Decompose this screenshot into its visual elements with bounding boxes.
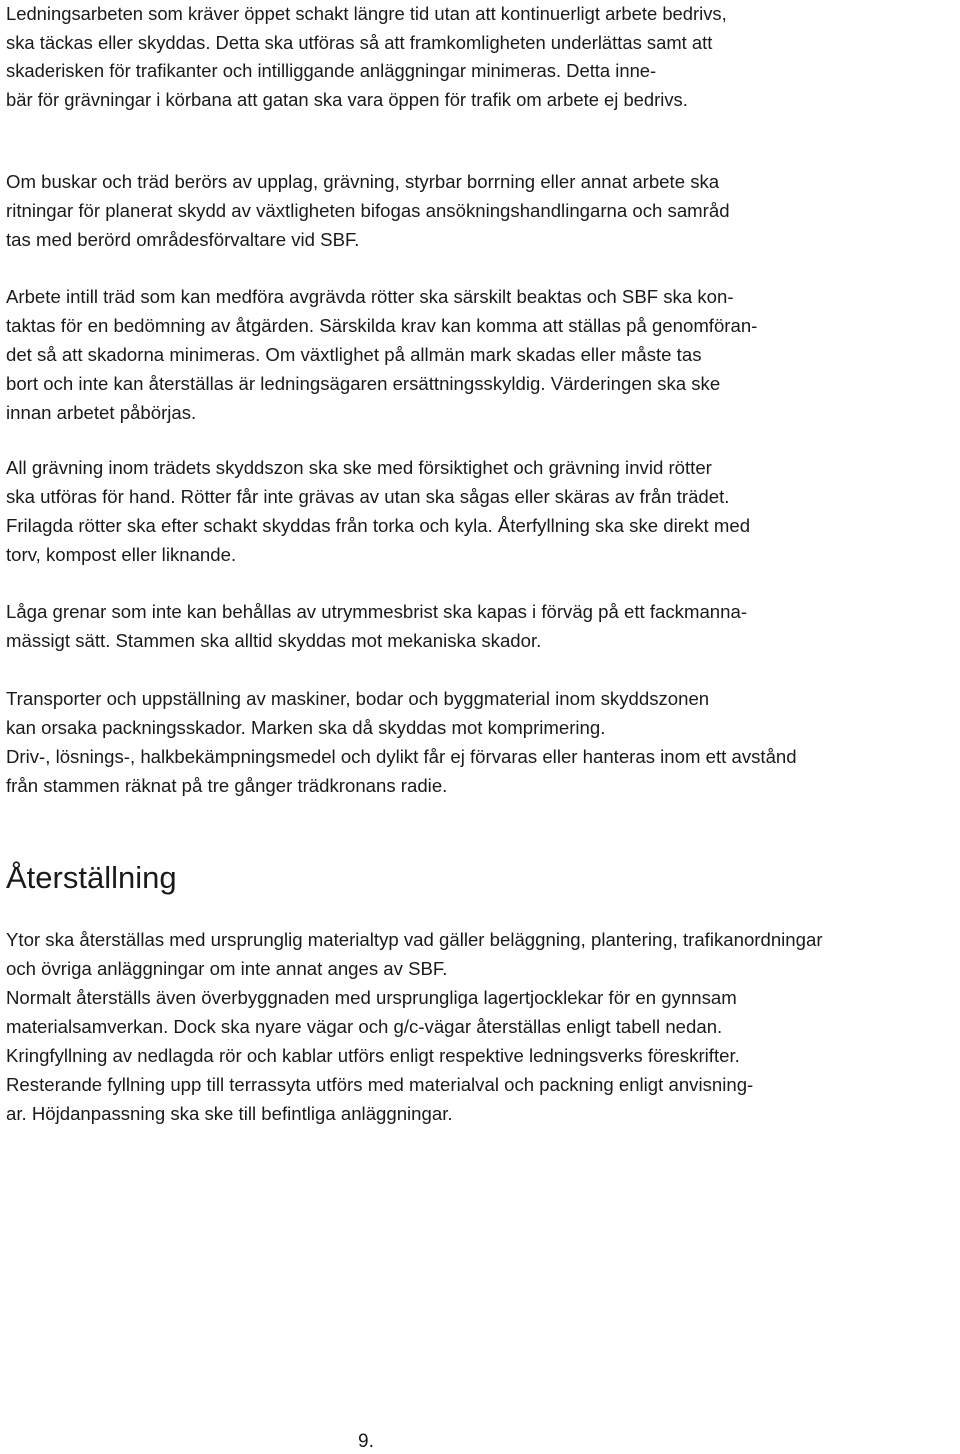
text-line: Låga grenar som inte kan behållas av utrymmesbrist ska kapas i förväg på ett fackmanna-	[6, 601, 748, 622]
paragraph-open-trench	[6, 0, 956, 114]
text-line: All grävning inom trädets skyddszon ska ske med försiktighet och grävning invid rötter	[6, 457, 712, 478]
text-line: innan arbetet påbörjas.	[6, 402, 197, 423]
text-line: Frilagda rötter ska efter schakt skyddas från torka och kyla. Återfyllning ska ske direkt med	[6, 515, 751, 536]
text-line: Ytor ska återställas med ursprunglig materialtyp vad gäller beläggning, plantering, trafikanordningar	[6, 929, 823, 950]
text-line: från stammen räknat på tre gånger trädkronans radie.	[6, 775, 448, 796]
text-line: ska utföras för hand. Rötter får inte grävas av utan ska sågas eller skäras av från trädet.	[6, 486, 730, 507]
text-line: materialsamverkan. Dock ska nyare vägar och g/c-vägar återställas enligt tabell nedan.	[6, 1016, 723, 1037]
text-line: Driv-, lösnings-, halkbekämpningsmedel och dylikt får ej förvaras eller hanteras inom ett avstånd	[6, 746, 797, 767]
section-heading: Återställning	[6, 860, 177, 895]
text-line: Ledningsarbeten som kräver öppet schakt längre tid utan att kontinuerligt arbete bedrivs,	[6, 3, 727, 24]
text-line: bär för grävningar i körbana att gatan ska vara öppen för trafik om arbete ej bedrivs.	[6, 88, 688, 110]
paragraph-vegetation-protection	[6, 167, 956, 254]
text-line: Om buskar och träd berörs av upplag, grävning, styrbar borrning eller annat arbete ska	[6, 171, 720, 192]
text-line: skaderisken för trafikanter och intilliggande anläggningar minimeras. Detta inne-	[6, 60, 657, 82]
text-line: ska täckas eller skyddas. Detta ska utföras så att framkomligheten underlättas samt att	[6, 31, 713, 53]
text-line: ar. Höjdanpassning ska ske till befintliga anläggningar.	[6, 1103, 453, 1124]
text-line: taktas för en bedömning av åtgärden. Särskilda krav kan komma att ställas på genomföran-	[6, 315, 758, 336]
text-line: tas med berörd områdesförvaltare vid SBF.	[6, 229, 360, 250]
text-line: Resterande fyllning upp till terrassyta utförs med materialval och packning enligt anvisning-	[6, 1074, 754, 1095]
text-line: Transporter och uppställning av maskiner, bodar och byggmaterial inom skyddszonen	[6, 688, 710, 709]
text-line: mässigt sätt. Stammen ska alltid skyddas mot mekaniska skador.	[6, 630, 542, 651]
page-number: 9.	[358, 1431, 374, 1452]
text-line: Normalt återställs även överbyggnaden med ursprungliga lagertjocklekar för en gynnsam	[6, 987, 737, 1008]
text-line: torv, kompost eller liknande.	[6, 544, 237, 565]
paragraph-restoration	[6, 925, 956, 1128]
text-line: det så att skadorna minimeras. Om växtlighet på allmän mark skadas eller måste tas	[6, 344, 702, 365]
text-line: Kringfyllning av nedlagda rör och kablar utförs enligt respektive ledningsverks föreskrifter.	[6, 1045, 740, 1066]
paragraph-low-branches	[6, 597, 956, 655]
text-line: bort och inte kan återställas är ledningsägaren ersättningsskyldig. Värderingen ska ske	[6, 373, 721, 394]
text-line: kan orsaka packningsskador. Marken ska då skyddas mot komprimering.	[6, 717, 606, 738]
text-line: Arbete intill träd som kan medföra avgrävda rötter ska särskilt beaktas och SBF ska kon-	[6, 286, 734, 307]
text-line: och övriga anläggningar om inte annat anges av SBF.	[6, 958, 448, 979]
text-line: ritningar för planerat skydd av växtligheten bifogas ansökningshandlingarna och samråd	[6, 200, 730, 221]
paragraph-digging-protection-zone	[6, 453, 956, 569]
paragraph-tree-roots	[6, 282, 956, 427]
paragraph-transport-storage	[6, 684, 956, 800]
